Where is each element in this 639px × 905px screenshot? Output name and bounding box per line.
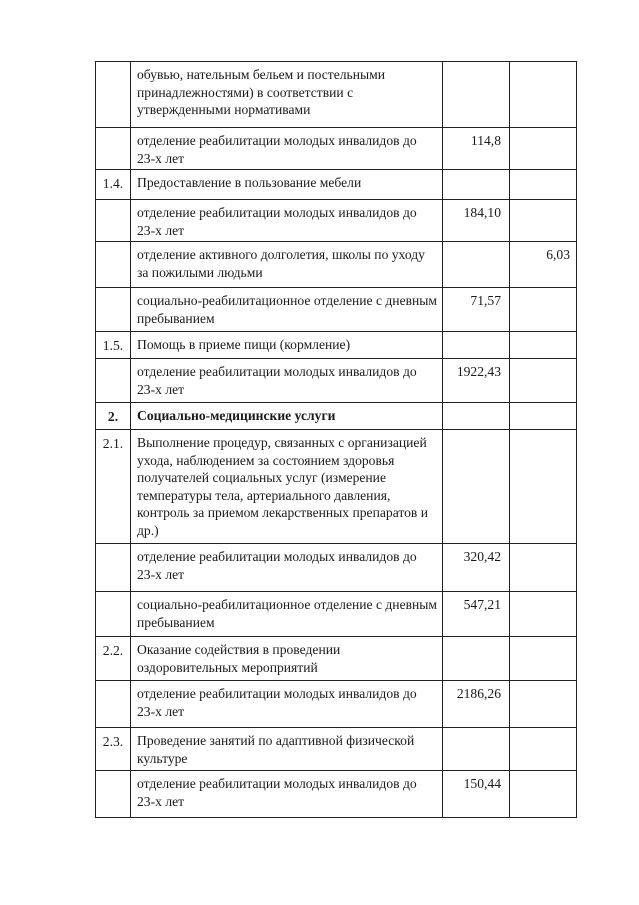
value-cell-secondary	[510, 403, 577, 430]
value-cell-secondary	[510, 592, 577, 637]
value-cell: 184,10	[443, 200, 510, 242]
service-description: социально-реабилитационное отделение с дневным пребыванием	[131, 288, 443, 332]
table-row	[96, 681, 577, 728]
value-cell	[443, 430, 510, 544]
value-cell	[443, 332, 510, 359]
service-description: обувью, нательным бельем и постельными принадлежностями) в соответствии с утвержденными нормативами	[131, 62, 443, 128]
table-row	[96, 128, 577, 170]
value-cell-secondary	[510, 288, 577, 332]
row-number: 2.1.	[96, 430, 131, 544]
row-number	[96, 200, 131, 242]
table-row	[96, 592, 577, 637]
row-number: 2.3.	[96, 728, 131, 771]
table-row	[96, 771, 577, 818]
row-number: 2.	[96, 403, 131, 430]
value-cell-secondary: 6,03	[510, 242, 577, 288]
table-row	[96, 170, 577, 200]
service-description: отделение активного долголетия, школы по уходу за пожилыми людьми	[131, 242, 443, 288]
value-cell: 1922,43	[443, 359, 510, 403]
value-cell	[443, 170, 510, 200]
service-description: отделение реабилитации молодых инвалидов до 23-х лет	[131, 771, 443, 818]
row-number: 2.2.	[96, 637, 131, 681]
row-number	[96, 242, 131, 288]
table-row	[96, 200, 577, 242]
services-table	[95, 61, 577, 818]
row-number	[96, 62, 131, 128]
value-cell: 320,42	[443, 544, 510, 592]
value-cell-secondary	[510, 128, 577, 170]
value-cell	[443, 242, 510, 288]
row-number	[96, 771, 131, 818]
service-description: отделение реабилитации молодых инвалидов до 23-х лет	[131, 200, 443, 242]
service-description: Предоставление в пользование мебели	[131, 170, 443, 200]
value-cell-secondary	[510, 170, 577, 200]
value-cell-secondary	[510, 359, 577, 403]
value-cell-secondary	[510, 544, 577, 592]
service-description: Помощь в приеме пищи (кормление)	[131, 332, 443, 359]
value-cell: 150,44	[443, 771, 510, 818]
row-number	[96, 288, 131, 332]
value-cell-secondary	[510, 728, 577, 771]
value-cell: 547,21	[443, 592, 510, 637]
table-row	[96, 544, 577, 592]
table-row	[96, 359, 577, 403]
value-cell: 71,57	[443, 288, 510, 332]
value-cell-secondary	[510, 681, 577, 728]
service-description: Проведение занятий по адаптивной физической культуре	[131, 728, 443, 771]
value-cell: 2186,26	[443, 681, 510, 728]
value-cell	[443, 728, 510, 771]
row-number	[96, 544, 131, 592]
row-number: 1.4.	[96, 170, 131, 200]
table-row	[96, 332, 577, 359]
table-row	[96, 430, 577, 544]
value-cell	[443, 403, 510, 430]
service-description: отделение реабилитации молодых инвалидов до 23-х лет	[131, 544, 443, 592]
services-table-body	[96, 62, 577, 818]
value-cell-secondary	[510, 637, 577, 681]
table-row	[96, 288, 577, 332]
service-description: отделение реабилитации молодых инвалидов до 23-х лет	[131, 359, 443, 403]
row-number	[96, 681, 131, 728]
service-description: Выполнение процедур, связанных с организацией ухода, наблюдением за состоянием здоровья получателей социальных услуг (измерение температуры тела, артериального давления, контроль за приемом лекарственных препаратов и др.)	[131, 430, 443, 544]
row-number	[96, 592, 131, 637]
row-number: 1.5.	[96, 332, 131, 359]
value-cell-secondary	[510, 200, 577, 242]
row-number	[96, 359, 131, 403]
service-description: отделение реабилитации молодых инвалидов до 23-х лет	[131, 681, 443, 728]
service-description: Оказание содействия в проведении оздоровительных мероприятий	[131, 637, 443, 681]
value-cell	[443, 62, 510, 128]
value-cell	[443, 637, 510, 681]
row-number	[96, 128, 131, 170]
value-cell-secondary	[510, 332, 577, 359]
service-description: социально-реабилитационное отделение с дневным пребыванием	[131, 592, 443, 637]
value-cell-secondary	[510, 771, 577, 818]
table-row	[96, 242, 577, 288]
table-row	[96, 62, 577, 128]
value-cell-secondary	[510, 62, 577, 128]
service-description: Социально-медицинские услуги	[131, 403, 443, 430]
table-row	[96, 728, 577, 771]
table-row	[96, 403, 577, 430]
table-row	[96, 637, 577, 681]
service-description: отделение реабилитации молодых инвалидов до 23-х лет	[131, 128, 443, 170]
value-cell: 114,8	[443, 128, 510, 170]
value-cell-secondary	[510, 430, 577, 544]
